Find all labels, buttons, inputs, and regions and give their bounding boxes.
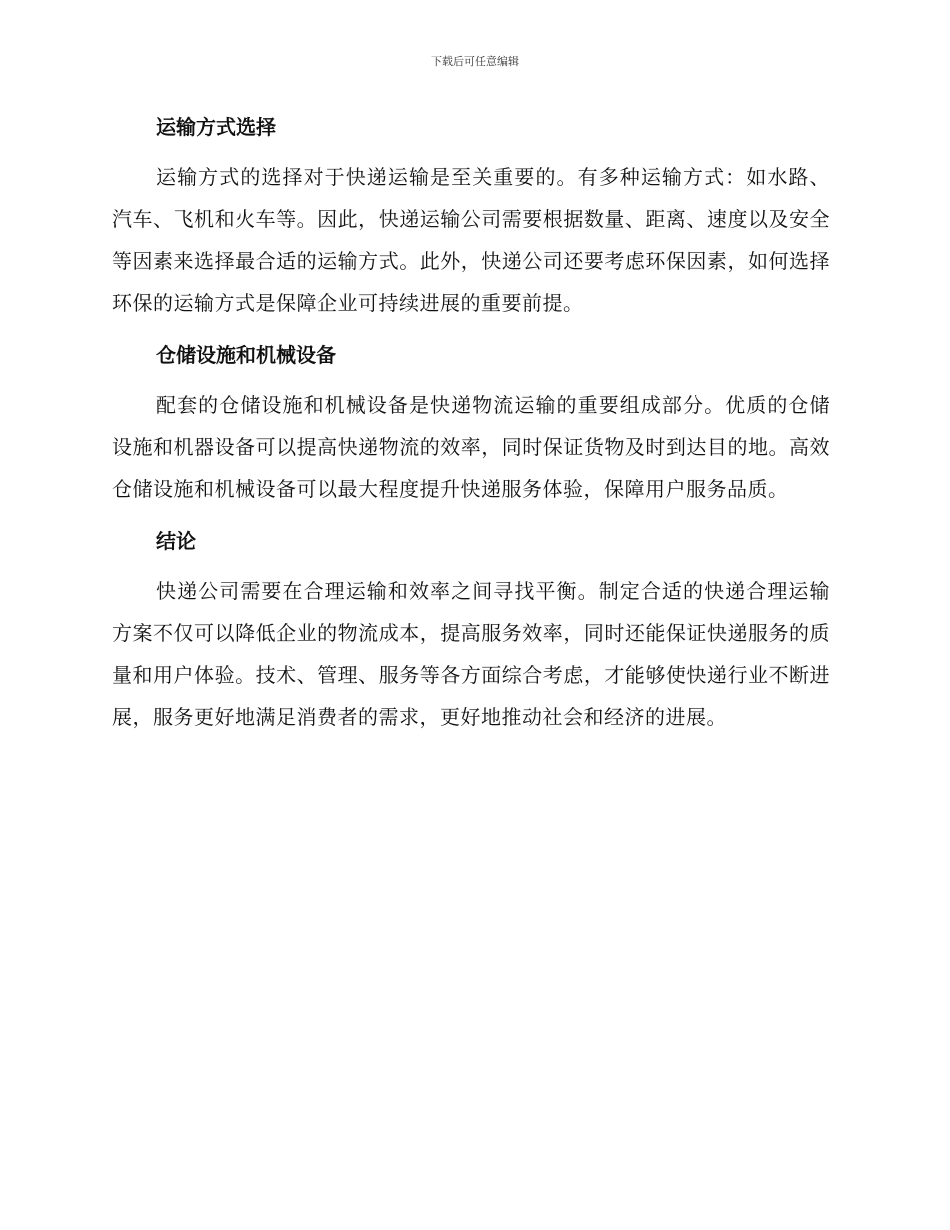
header-note: 下载后可任意编辑 xyxy=(431,55,519,68)
section-paragraph-transport: 运输方式的选择对于快递运输是至关重要的。有多种运输方式：如水路、汽车、飞机和火车等。因此，快递运输公司需要根据数量、距离、速度以及安全等因素来选择最合适的运输方式。此外，快递公司还要考虑环保因素，如何选择环保的运输方式是保障企业可持续进展的重要前提。 xyxy=(112,165,830,315)
section-paragraph-conclusion: 快递公司需要在合理运输和效率之间寻找平衡。制定合适的快递合理运输方案不仅可以降低企业的物流成本，提高服务效率，同时还能保证快递服务的质量和用户体验。技术、管理、服务等各方面综合考虑，才能够使快递行业不断进展，服务更好地满足消费者的需求，更好地推动社会和经济的进展。 xyxy=(112,579,830,729)
section-title-transport: 运输方式选择 xyxy=(156,115,276,139)
section-title-conclusion: 结论 xyxy=(156,529,196,553)
document-body xyxy=(112,110,830,738)
section-paragraph-warehousing: 配套的仓储设施和机械设备是快递物流运输的重要组成部分。优质的仓储设施和机器设备可以提高快递物流的效率，同时保证货物及时到达目的地。高效仓储设施和机械设备可以最大程度提升快递服务体验，保障用户服务品质。 xyxy=(112,393,830,501)
section-title-warehousing: 仓储设施和机械设备 xyxy=(156,343,336,367)
